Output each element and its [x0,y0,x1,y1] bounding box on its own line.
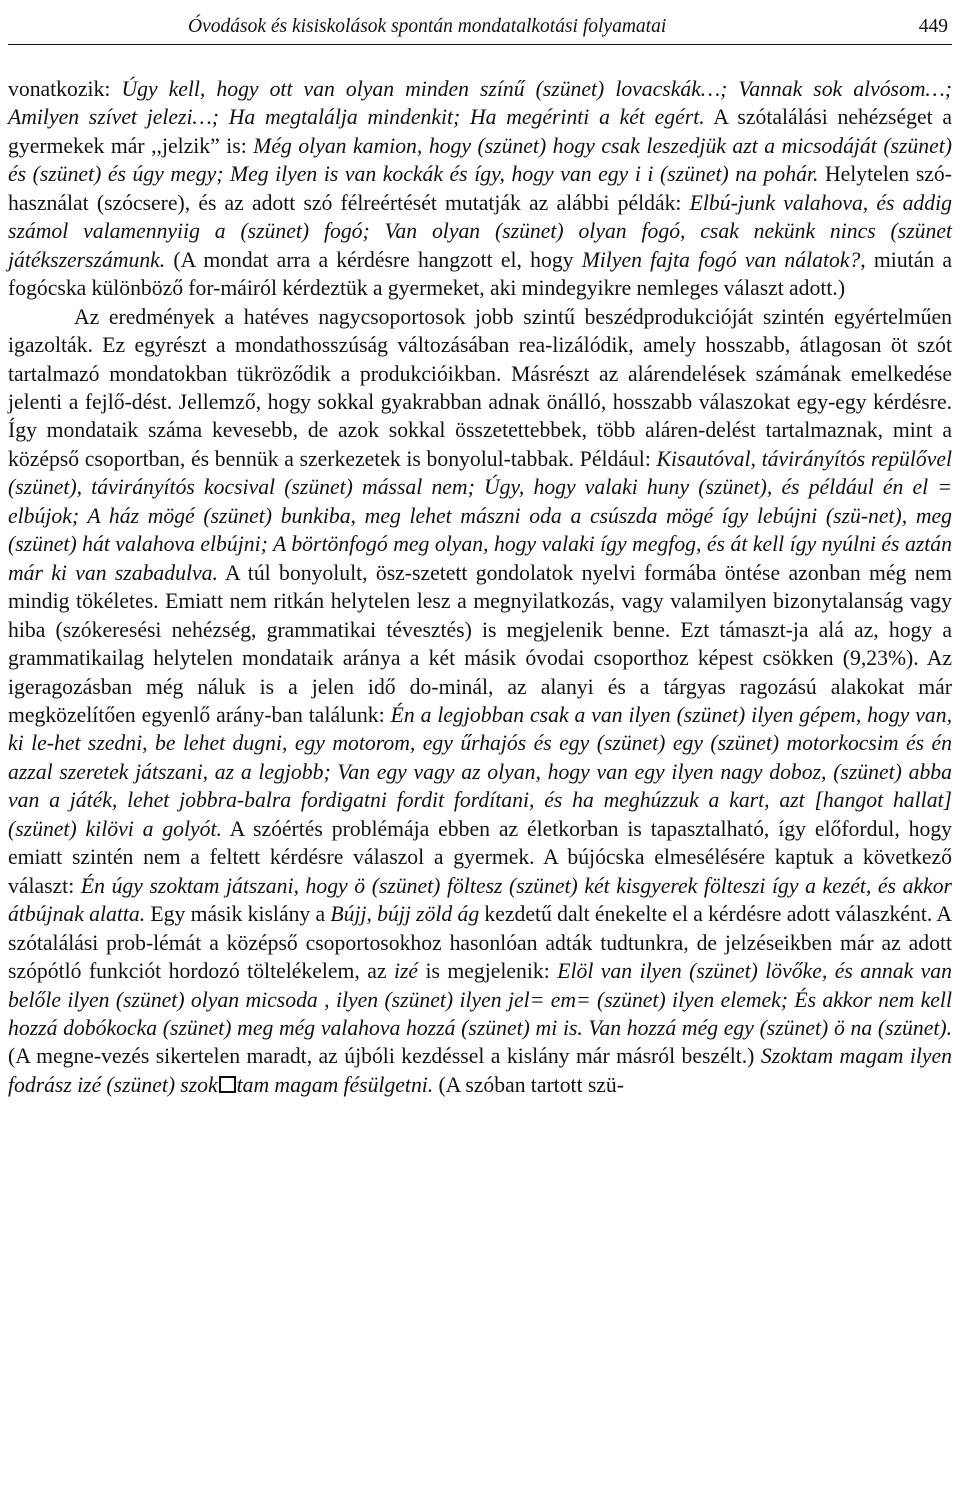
body-text [8,75,952,1099]
example-quote: Úgy kell, hogy ott van olyan minden színű (szünet) lovacskák…; Vannak sok alvósom…; Amilyen szívet jelezi…; Ha megtalálja mindenkit; Ha megérinti a két egért. [8,77,952,130]
text-run: vonatkozik: [8,77,122,101]
text-run: (A szóban tartott szü- [433,1072,624,1097]
text-run: (A mondat arra a kérdésre hangzott el, hogy [165,247,582,272]
example-quote: Elbú-junk valahova, és addig számol valamennyiig a (szünet) fogó; Van olyan (szünet) olyan fogó, csak nekünk nincs (szünet játékszerszámunk. [8,190,952,272]
header-rule [8,44,952,45]
text-run: kezdetű dalt énekelte el a kérdésre adott válaszként. A szótalálási prob-lémát a középső csoportosokhoz hasonlóan adták tudtunkra, de jelzéseikben már az adott szópótló funkciót hordozó töltelékelem, az [8,902,953,984]
example-quote: tam magam fésülgetni. [236,1072,434,1097]
running-header [8,0,952,38]
text-run: A szótalálási nehézséget a gyermekek már ,,jelzik” is: [8,105,952,158]
text-run: Egy másik kislány a [145,902,331,927]
example-quote: Elöl van ilyen (szünet) lövőke, és annak van belőle ilyen (szünet) olyan micsoda , ilyen (szünet) ilyen jel= em= (szünet) ilyen elemek; És akkor nem kell hozzá dobókocka (szünet) meg még valahova hozzá (szünet) mi is. Van hozzá még egy (szünet) ö na (szünet). [8,959,952,1040]
example-quote: Milyen fajta fogó van nálatok? [581,247,861,272]
text-run: A túl bonyolult, ösz-szetett gondolatok nyelvi formába öntése azonban még nem mindig tökéletes. Emiatt nem ritkán helytelen lesz a megnyilatkozás, vagy valamilyen bizonytalanság vagy hiba (szókeresési nehézség, grammatikai tévesztés) is megjelenik benne. Ezt támaszt-ja alá az, hogy a grammatikailag helytelen mondataik aránya a két másik óvodai csoporthoz képest csökken (9,23%). Az igeragozásban még náluk is a jelen idő do-minál, az alanyi és a tárgyas ragozású alakokat már megközelítően egyenlő arány-ban találunk: [8,560,953,727]
example-quote: Én úgy szoktam játszani, hogy ö (szünet) föltesz (szünet) két kisgyerek fölteszi így a kezét, és akkor átbújnak alatta. [8,873,952,927]
example-quote: Kisautóval, távirányítós repülővel (szünet), távirányítós kocsival (szünet) mással nem; Úgy, hogy valaki huny (szünet), és például én el = elbújok; A ház mögé (szünet) bunkiba, meg lehet mászni oda a csúszda mögé így lebújni (szü-net), meg (szünet) hát valahova elbújni; A börtönfogó meg olyan, hogy valaki így megfog, és át kell így nyúlni és aztán már ki van szabadulva. [8,446,952,585]
text-run: (A megne-vezés sikertelen maradt, az újbóli kezdéssel a kislány már másról beszélt.) [8,1044,761,1069]
example-quote: Még olyan kamion, hogy (szünet) hogy csak leszedjük azt a micsodáját (szünet) és (szünet) és úgy megy; Meg ilyen is van kockák és így, hogy van egy i i (szünet) na pohár. [8,133,952,187]
example-quote: izé [393,959,419,984]
paragraph [8,303,952,1100]
paragraph [8,75,952,303]
text-run: Helytelen szó-használat (szócsere), és az adott szó félreértését mutatják az alábbi példák: [8,162,952,215]
text-run: is megjelenik: [418,959,558,984]
text-run: , miután a fogócska különböző for-máiról kérdeztük a gyermeket, aki mindegyikre nemleges választ adott.) [8,247,952,301]
pause-marker-icon [219,1076,236,1093]
text-run: Az eredmények a hatéves nagycsoportosok jobb szintű beszédprodukcióját szintén egyértelműen igazolták. Ez egyrészt a mondathosszúság változásában rea-lizálódik, amely hosszabb, átlagosan öt szót tartalmazó mondatokban tükröződik a produkcióikban. Másrészt az alárendelések számának emelkedése jelenti a fejlő-dést. Jellemző, hogy sokkal gyakrabban adnak önálló, hosszabb válaszokat egy-egy kérdésre. Így mondataik száma kevesebb, de azok sokkal összetettebbek, több aláren-delést tartalmaznak, mint a középső csoportban, és bennük a szerkezetek is bonyolul-tabbak. Például: [8,304,952,471]
page-number: 449 [918,16,948,37]
example-quote: Bújj, bújj zöld ág [330,902,480,927]
example-quote: Én a legjobban csak a van ilyen (szünet) ilyen gépem, hogy van, ki le-het szedni, be lehet dugni, egy motorom, egy űrhajós és egy (szünet) egy (szünet) motorkocsim és én azzal szeretek játszani, az a legjobb; Van egy vagy az olyan, hogy van egy ilyen nagy doboz, (szünet) abba van a játék, lehet jobbra-balra fordigatni fordit fordítani, és ha meghúzzuk a kart, azt [hangot hallat] (szünet) kilövi a golyót. [8,702,953,841]
running-title: Óvodások és kisiskolások spontán mondatalkotási folyamatai [188,16,667,37]
text-run: A szóértés problémája ebben az életkorban is tapasztalható, így előfordul, hogy emiatt szintén nem a feltett kérdésre válaszol a gyermek. A bújócska elmesélésére kaptuk a következő választ: [8,816,953,898]
example-quote: Szoktam magam ilyen fodrász izé (szünet) szok [8,1044,952,1097]
